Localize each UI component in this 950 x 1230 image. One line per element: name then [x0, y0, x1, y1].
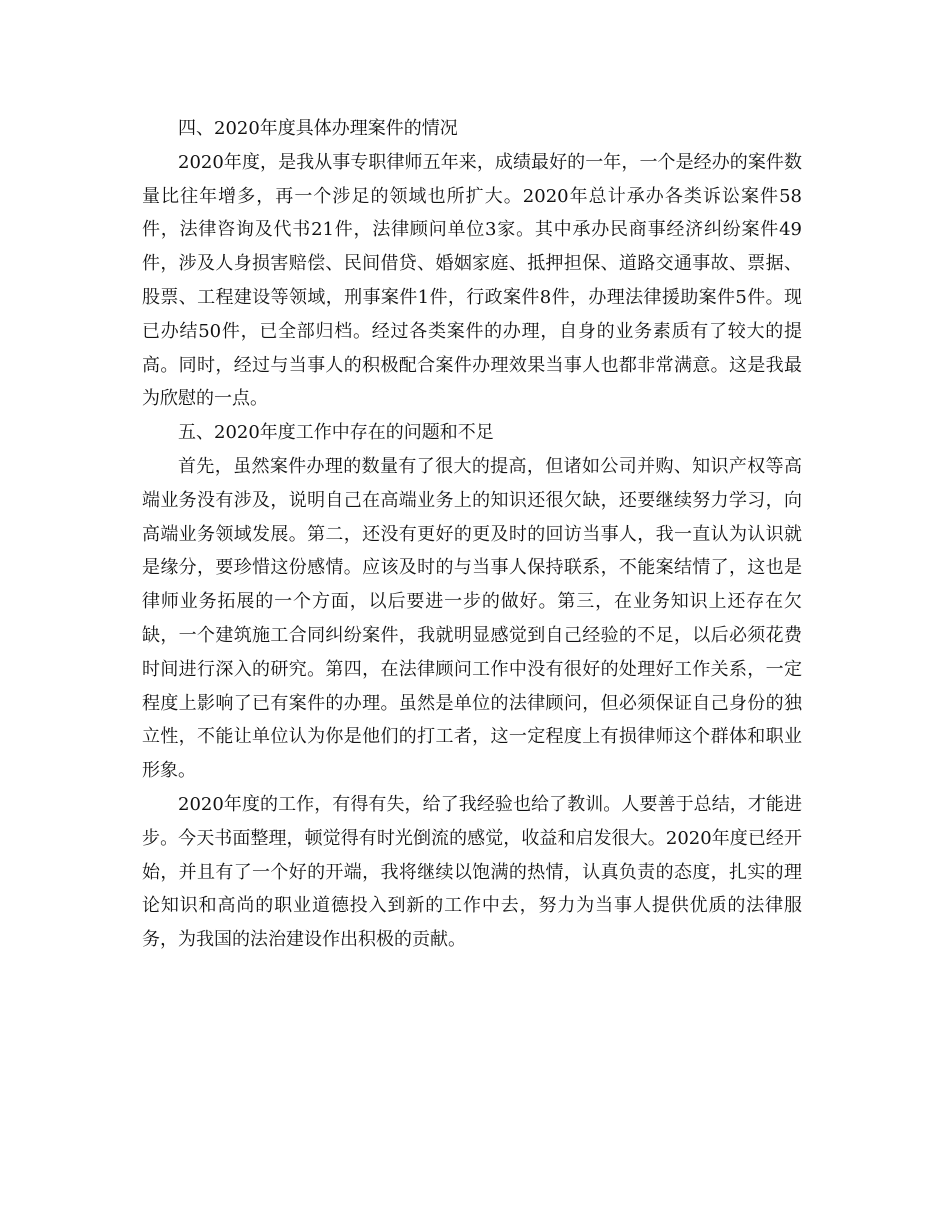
document-body [142, 112, 802, 957]
paragraph-conclusion: 2020年度的工作，有得有失，给了我经验也给了教训。人要善于总结，才能进步。今天书面整理，顿觉得有时光倒流的感觉，收益和启发很大。2020年度已经开始，并且有了一个好的开端，我将继续以饱满的热情，认真负责的态度，扎实的理论知识和高尚的职业道德投入到新的工作中去，努力为当事人提供优质的法律服务，为我国的法治建设作出积极的贡献。 [142, 793, 802, 951]
section-heading-case-handling: 四、2020年度具体办理案件的情况 [178, 118, 458, 139]
section-heading-problems: 五、2020年度工作中存在的问题和不足 [178, 422, 494, 444]
paragraph-case-summary: 2020年度，是我从事专职律师五年来，成绩最好的一年，一个是经办的案件数量比往年增多，再一个涉足的领域也所扩大。2020年总计承办各类诉讼案件58件，法律咨询及代书21件，法律顾问单位3家。其中承办民商事经济纠纷案件49件，涉及人身损害赔偿、民间借贷、婚姻家庭、抵押担保、道路交通事故、票据、股票、工程建设等领域，刑事案件1件，行政案件8件，办理法律援助案件5件。现已办结50件，已全部归档。经过各类案件的办理，自身的业务素质有了较大的提高。同时，经过与当事人的积极配合案件办理效果当事人也都非常满意。这是我最为欣慰的一点。 [142, 151, 802, 410]
paragraph-problems: 首先，虽然案件办理的数量有了很大的提高，但诸如公司并购、知识产权等高端业务没有涉及，说明自己在高端业务上的知识还很欠缺，还要继续努力学习，向高端业务领域发展。第二，还没有更好的更及时的回访当事人，我一直认为认识就是缘分，要珍惜这份感情。应该及时的与当事人保持联系，不能案结情了，这也是律师业务拓展的一个方面，以后要进一步的做好。第三，在业务知识上还存在欠缺，一个建筑施工合同纠纷案件，我就明显感觉到自己经验的不足，以后必须花费时间进行深入的研究。第四，在法律顾问工作中没有很好的处理好工作关系，一定程度上影响了已有案件的办理。虽然是单位的法律顾问，但必须保证自己身份的独立性，不能让单位认为你是他们的打工者，这一定程度上有损律师这个群体和职业形象。 [142, 455, 802, 782]
